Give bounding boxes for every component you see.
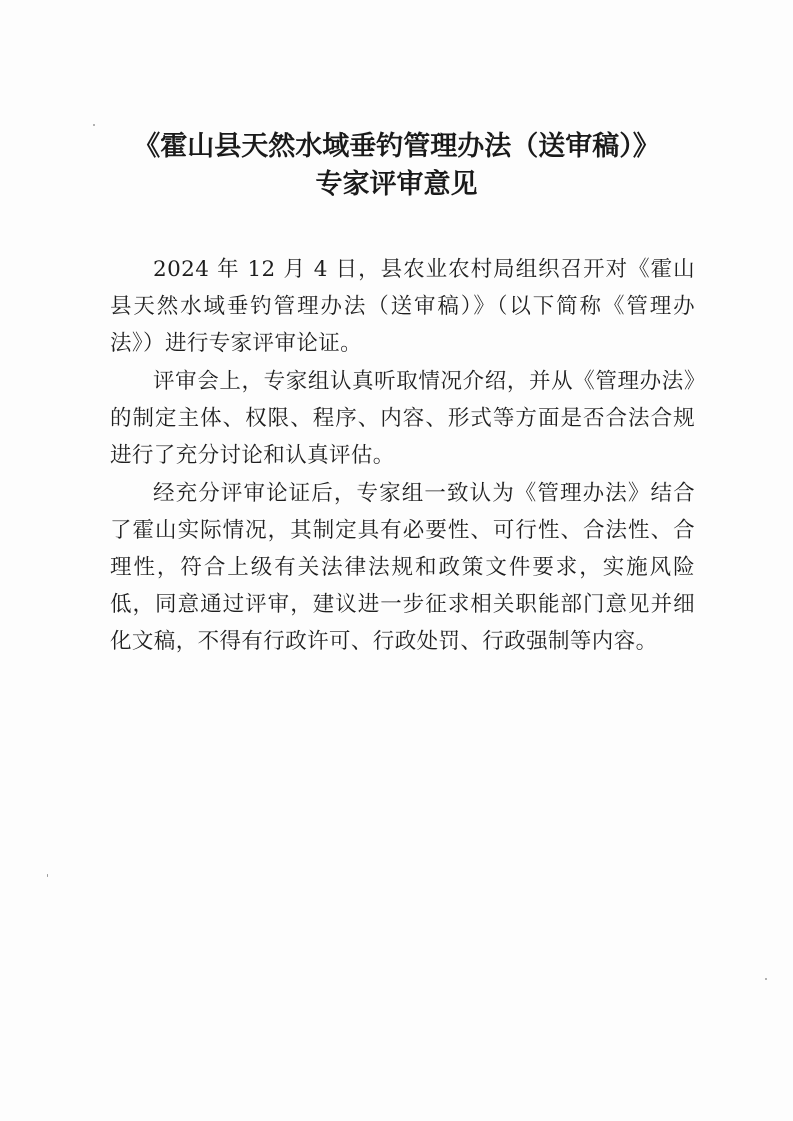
document-body [110,251,695,661]
paragraph-review-process: 评审会上，专家组认真听取情况介绍，并从《管理办法》的制定主体、权限、程序、内容、形式等方面是否合法合规进行了充分讨论和认真评估。 [110,369,695,468]
document-subtitle: 专家评审意见 [315,169,478,200]
scan-speck [47,874,48,877]
document-title: 《霍山县天然水域垂钓管理办法（送审稿）》 [133,131,660,162]
paragraph-meeting-date: 2024 年 12 月 4 日，县农业农村局组织召开对《霍山县天然水域垂钓管理办法（送审稿）》（以下简称《管理办法》）进行专家评审论证。 [110,257,695,356]
scan-speck [93,124,95,126]
scan-speck [765,978,767,980]
paragraph-conclusion: 经充分评审论证后，专家组一致认为《管理办法》结合了霍山实际情况，其制定具有必要性、可行性、合法性、合理性，符合上级有关法律法规和政策文件要求，实施风险低，同意通过评审，建议进一步征求相关职能部门意见并细化文稿，不得有行政许可、行政处罚、行政强制等内容。 [110,481,695,654]
